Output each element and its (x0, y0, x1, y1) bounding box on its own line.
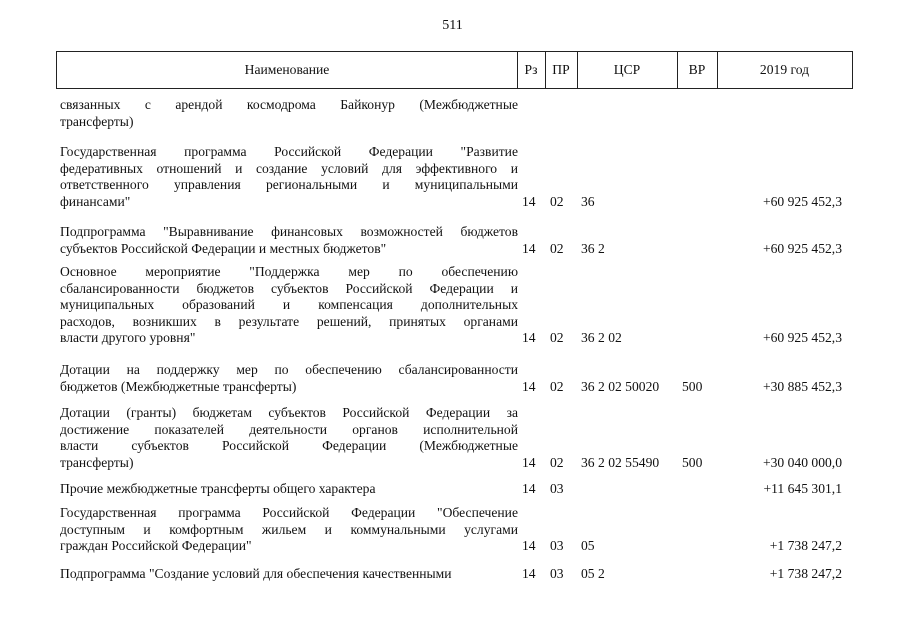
row-rz: 14 (522, 454, 536, 470)
row-pr: 02 (550, 240, 564, 256)
row-name-line: трансферты) (60, 113, 134, 129)
row-pr: 03 (550, 538, 564, 554)
row-rz: 14 (522, 566, 536, 581)
row-name (60, 362, 518, 395)
row-name-line: сбалансированности бюджетов субъектов Российской Федерации и (60, 280, 518, 296)
row-rz: 14 (522, 330, 536, 346)
header-rz: Рз (517, 52, 546, 88)
row-sum: +60 925 452,3 (762, 193, 842, 209)
row-name-line: Государственная программа Российской Федерации "Обеспечение (60, 505, 518, 520)
row-pr: 02 (550, 193, 564, 209)
row-name-line: достижение показателей деятельности органов исполнительной (60, 421, 518, 437)
row-pr: 03 (550, 481, 564, 496)
row-csr: 36 (581, 193, 595, 209)
header-vr: ВР (677, 52, 718, 88)
row-name-line: связанных с арендой космодрома Байконур (Межбюджетные (60, 97, 518, 112)
row-name-line: трансферты) (60, 454, 134, 470)
row-csr: 36 2 (581, 240, 605, 256)
row-name-line: Подпрограмма "Выравнивание финансовых возможностей бюджетов (60, 224, 518, 239)
row-vr: 500 (682, 454, 703, 470)
row-pr: 03 (550, 566, 564, 581)
row-name (60, 97, 518, 130)
header-pr: ПР (545, 52, 578, 88)
row-name-line: расходов, возникших в результате решений, принятых органами (60, 313, 518, 329)
row-rz: 14 (522, 481, 536, 496)
row-sum: +30 885 452,3 (762, 378, 842, 394)
row-name-line: муниципальных образований и компенсация дополнительных (60, 297, 518, 313)
row-name (60, 144, 518, 210)
row-csr: 36 2 02 50020 (581, 378, 660, 394)
row-rz: 14 (522, 538, 536, 554)
row-csr: 36 2 02 55490 (581, 454, 660, 470)
row-rz: 14 (522, 240, 536, 256)
header-year: 2019 год (759, 62, 810, 77)
row-name (60, 505, 518, 555)
row-name (60, 481, 518, 498)
row-sum: +1 738 247,2 (769, 538, 842, 554)
row-name-line: Дотации на поддержку мер по обеспечению сбалансированности (60, 362, 518, 377)
row-pr: 02 (550, 330, 564, 346)
row-name-line: ответственного управления региональными и муниципальными (60, 177, 518, 193)
row-name-line: граждан Российской Федерации" (60, 538, 252, 554)
row-name-line: Дотации (гранты) бюджетам субъектов Российской Федерации за (60, 405, 518, 420)
row-name-line: бюджетов (Межбюджетные трансферты) (60, 378, 297, 394)
row-csr: 05 (581, 538, 595, 554)
row-name (60, 566, 518, 583)
row-name-line: федеративных отношений и создание условий для эффективного и (60, 160, 518, 176)
row-sum: +1 738 247,2 (769, 566, 842, 581)
row-sum: +60 925 452,3 (762, 330, 842, 346)
row-name-line: Прочие межбюджетные трансферты общего характера (60, 481, 376, 496)
header-csr: ЦСР (577, 52, 678, 88)
row-sum: +11 645 301,1 (763, 481, 842, 496)
row-name-line: Государственная программа Российской Федерации "Развитие (60, 144, 518, 159)
row-pr: 02 (550, 454, 564, 470)
row-sum: +60 925 452,3 (762, 240, 842, 256)
row-pr: 02 (550, 378, 564, 394)
row-name-line: Подпрограмма "Создание условий для обеспечения качественными (60, 566, 452, 581)
row-name-line: доступным и комфортным жильем и коммунальными услугами (60, 521, 518, 537)
row-rz: 14 (522, 378, 536, 394)
page-number: 511 (442, 18, 463, 33)
row-name-line: Основное мероприятие "Поддержка мер по обеспечению (60, 264, 518, 279)
row-name-line: власти субъектов Российской Федерации (Межбюджетные (60, 438, 518, 454)
row-name-line: субъектов Российской Федерации и местных бюджетов" (60, 240, 387, 256)
row-name-line: финансами" (60, 193, 131, 209)
header-name: Наименование (57, 52, 518, 88)
row-name-line: власти другого уровня" (60, 330, 196, 346)
row-vr: 500 (682, 378, 703, 394)
row-name (60, 405, 518, 471)
row-rz: 14 (522, 193, 536, 209)
table-header (56, 51, 853, 89)
row-csr: 36 2 02 (581, 330, 622, 346)
row-name (60, 264, 518, 347)
row-name (60, 224, 518, 257)
row-csr: 05 2 (581, 566, 605, 581)
row-sum: +30 040 000,0 (762, 454, 842, 470)
